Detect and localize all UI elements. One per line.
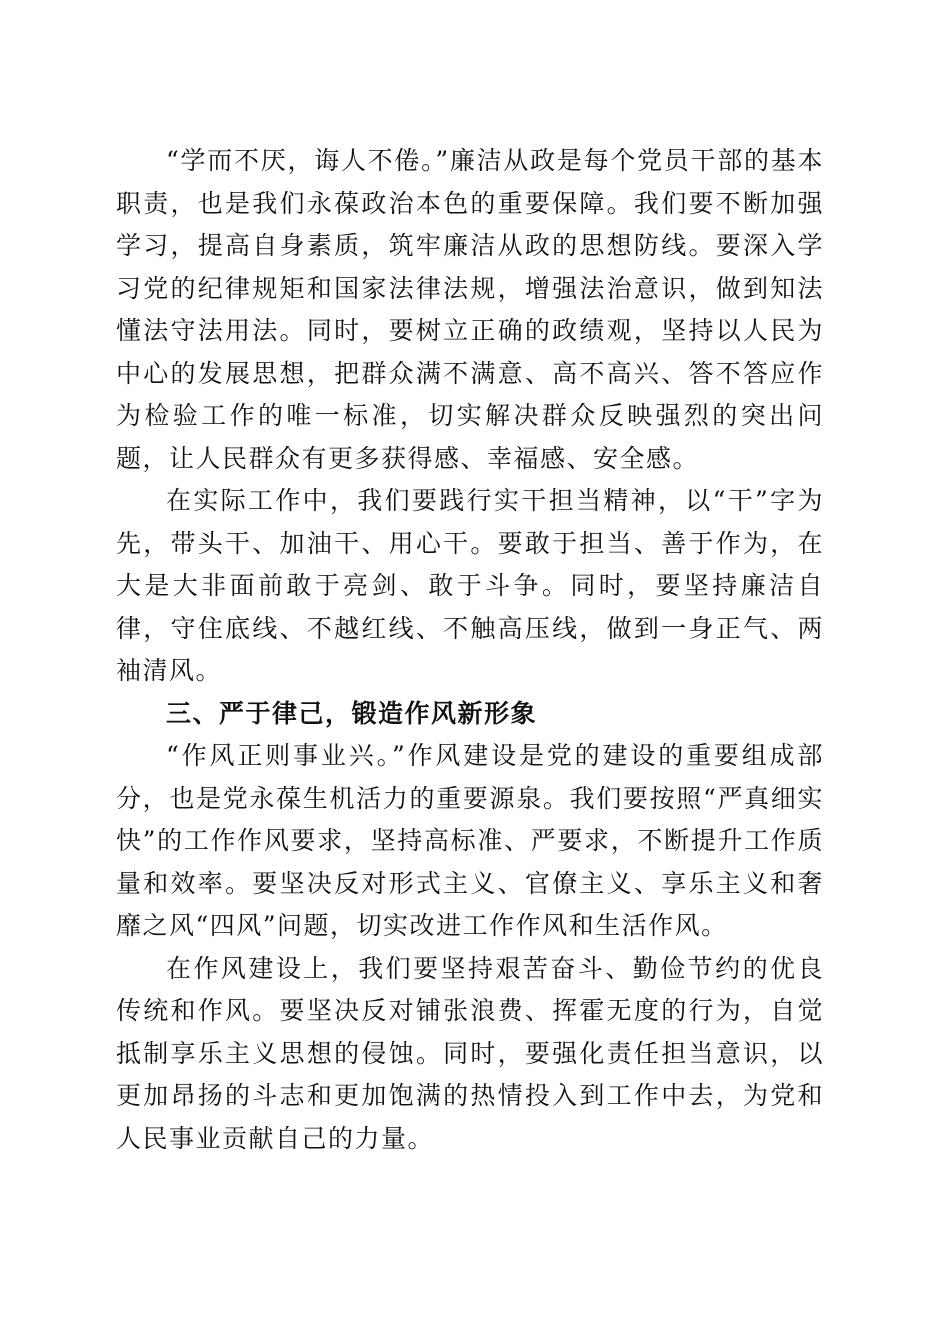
document-page <box>116 140 824 1160</box>
paragraph-practical-work: 在实际工作中，我们要践行实干担当精神，以“干”字为先，带头干、加油干、用心干。要敢于担当、善于作为，在大是大非面前敢于亮剑、敢于斗争。同时，要坚持廉洁自律，守住底线、不越红线、不触高压线，做到一身正气、两袖清风。 <box>116 486 824 685</box>
paragraph-work-style: “作风正则事业兴。”作风建设是党的建设的重要组成部分，也是党永葆生机活力的重要源泉。我们要按照“严真细实快”的工作作风要求，坚持高标准、严要求，不断提升工作质量和效率。要坚决反对形式主义、官僚主义、享乐主义和奢靡之风“四风”问题，切实改进工作作风和生活作风。 <box>116 741 824 940</box>
section-heading: 三、严于律己，锻造作风新形象 <box>166 698 538 728</box>
paragraph-frugality: 在作风建设上，我们要坚持艰苦奋斗、勤俭节约的优良传统和作风。要坚决反对铺张浪费、挥霍无度的行为，自觉抵制享乐主义思想的侵蚀。同时，要强化责任担当意识，以更加昂扬的斗志和更加饱满的热情投入到工作中去，为党和人民事业贡献自己的力量。 <box>116 953 824 1153</box>
paragraph-integrity: “学而不厌，诲人不倦。”廉洁从政是每个党员干部的基本职责，也是我们永葆政治本色的重要保障。我们要不断加强学习，提高自身素质，筑牢廉洁从政的思想防线。要深入学习党的纪律规矩和国家法律法规，增强法治意识，做到知法懂法守法用法。同时，要树立正确的政绩观，坚持以人民为中心的发展思想，把群众满不满意、高不高兴、答不答应作为检验工作的唯一标准，切实解决群众反映强烈的突出问题，让人民群众有更多获得感、幸福感、安全感。 <box>116 146 824 473</box>
